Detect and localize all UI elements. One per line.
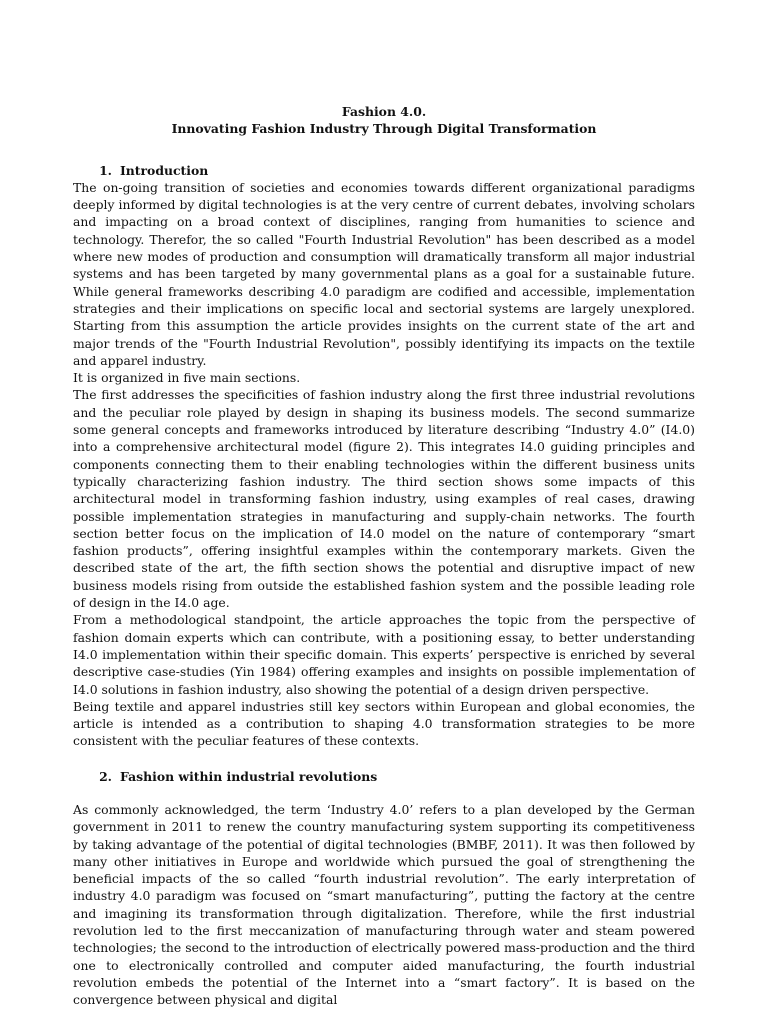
section-title: Introduction	[120, 162, 209, 178]
paragraph: The on-going transition of societies and economies towards different organizational paradigms deeply informed by digital technologies is at the very centre of current debates, involving scholars and impacting on a broad context of disciplines, ranging from humanities to science and technology. Therefor, the so called "Fourth Industrial Revolution" has been described as a model where new modes of production and consumption will dramatically transform all major industrial systems and has been targeted by many governmental plans as a goal for a sustainable future. While general frameworks describing 4.0 paradigm are codified and accessible, implementation strategies and their implications on specific local and sectorial systems are largely unexplored. Starting from this assumption the article provides insights on the current state of the art and major trends of the "Fourth Industrial Revolution", possibly identifying its impacts on the textile and apparel industry.	[73, 179, 695, 368]
paragraph: Being textile and apparel industries still key sectors within European and global economies, the article is intended as a contribution to shaping 4.0 transformation strategies to be more consistent with the peculiar features of these contexts.	[73, 698, 695, 749]
section-heading	[73, 768, 695, 785]
document-page	[73, 103, 695, 1009]
spacer	[73, 750, 695, 768]
paragraph: As commonly acknowledged, the term ‘Industry 4.0’ refers to a plan developed by the German government in 2011 to renew the country manufacturing system supporting its competitiveness by taking advantage of the potential of digital technologies (BMBF, 2011). It was then followed by many other initiatives in Europe and worldwide which pursued the goal of strengthening the beneficial impacts of the so called “fourth industrial revolution”. The early interpretation of industry 4.0 paradigm was focused on “smart manufacturing”, putting the factory at the centre and imagining its transformation through digitalization. Therefore, while the first industrial revolution led to the first meccanization of manufacturing through water and steam powered technologies; the second to the introduction of electrically powered mass-production and the third one to electronically controlled and computer aided manufacturing, the fourth industrial revolution embeds the potential of the Internet into a “smart factory”. It is based on the convergence between physical and digital	[73, 801, 695, 1008]
spacer	[73, 138, 695, 162]
section-heading	[73, 162, 695, 179]
document-subtitle: Innovating Fashion Industry Through Digital Transformation	[171, 121, 597, 137]
spacer	[73, 785, 695, 801]
paragraph: From a methodological standpoint, the article approaches the topic from the perspective of fashion domain experts which can contribute, with a positioning essay, to better understanding I4.0 implementation within their specific domain. This experts’ perspective is enriched by several descriptive case-studies (Yin 1984) offering examples and insights on possible implementation of I4.0 solutions in fashion industry, also showing the potential of a design driven perspective.	[73, 612, 695, 697]
section-title: Fashion within industrial revolutions	[120, 768, 378, 784]
section-number: 1.	[99, 162, 112, 178]
section-number: 2.	[99, 768, 112, 784]
paragraph: It is organized in five main sections.	[73, 370, 301, 386]
section-introduction	[73, 162, 695, 750]
section-fashion-within-industrial-revolutions	[73, 768, 695, 1009]
document-title: Fashion 4.0.	[341, 104, 427, 119]
paragraph: The first addresses the specificities of fashion industry along the first three industrial revolutions and the peculiar role played by design in shaping its business models. The second summarize some general concepts and frameworks introduced by literature describing “Industry 4.0” (I4.0) into a comprehensive architectural model (figure 2). This integrates I4.0 guiding principles and components connecting them to their enabling technologies within the different business units typically characterizing fashion industry. The third section shows some impacts of this architectural model in transforming fashion industry, using examples of real cases, drawing possible implementation strategies in manufacturing and supply-chain networks. The fourth section better focus on the implication of I4.0 model on the nature of contemporary “smart fashion products”, offering insightful examples within the contemporary markets. Given the described state of the art, the fifth section shows the potential and disruptive impact of new business models rising from outside the established fashion system and the possible leading role of design in the I4.0 age.	[73, 387, 695, 611]
